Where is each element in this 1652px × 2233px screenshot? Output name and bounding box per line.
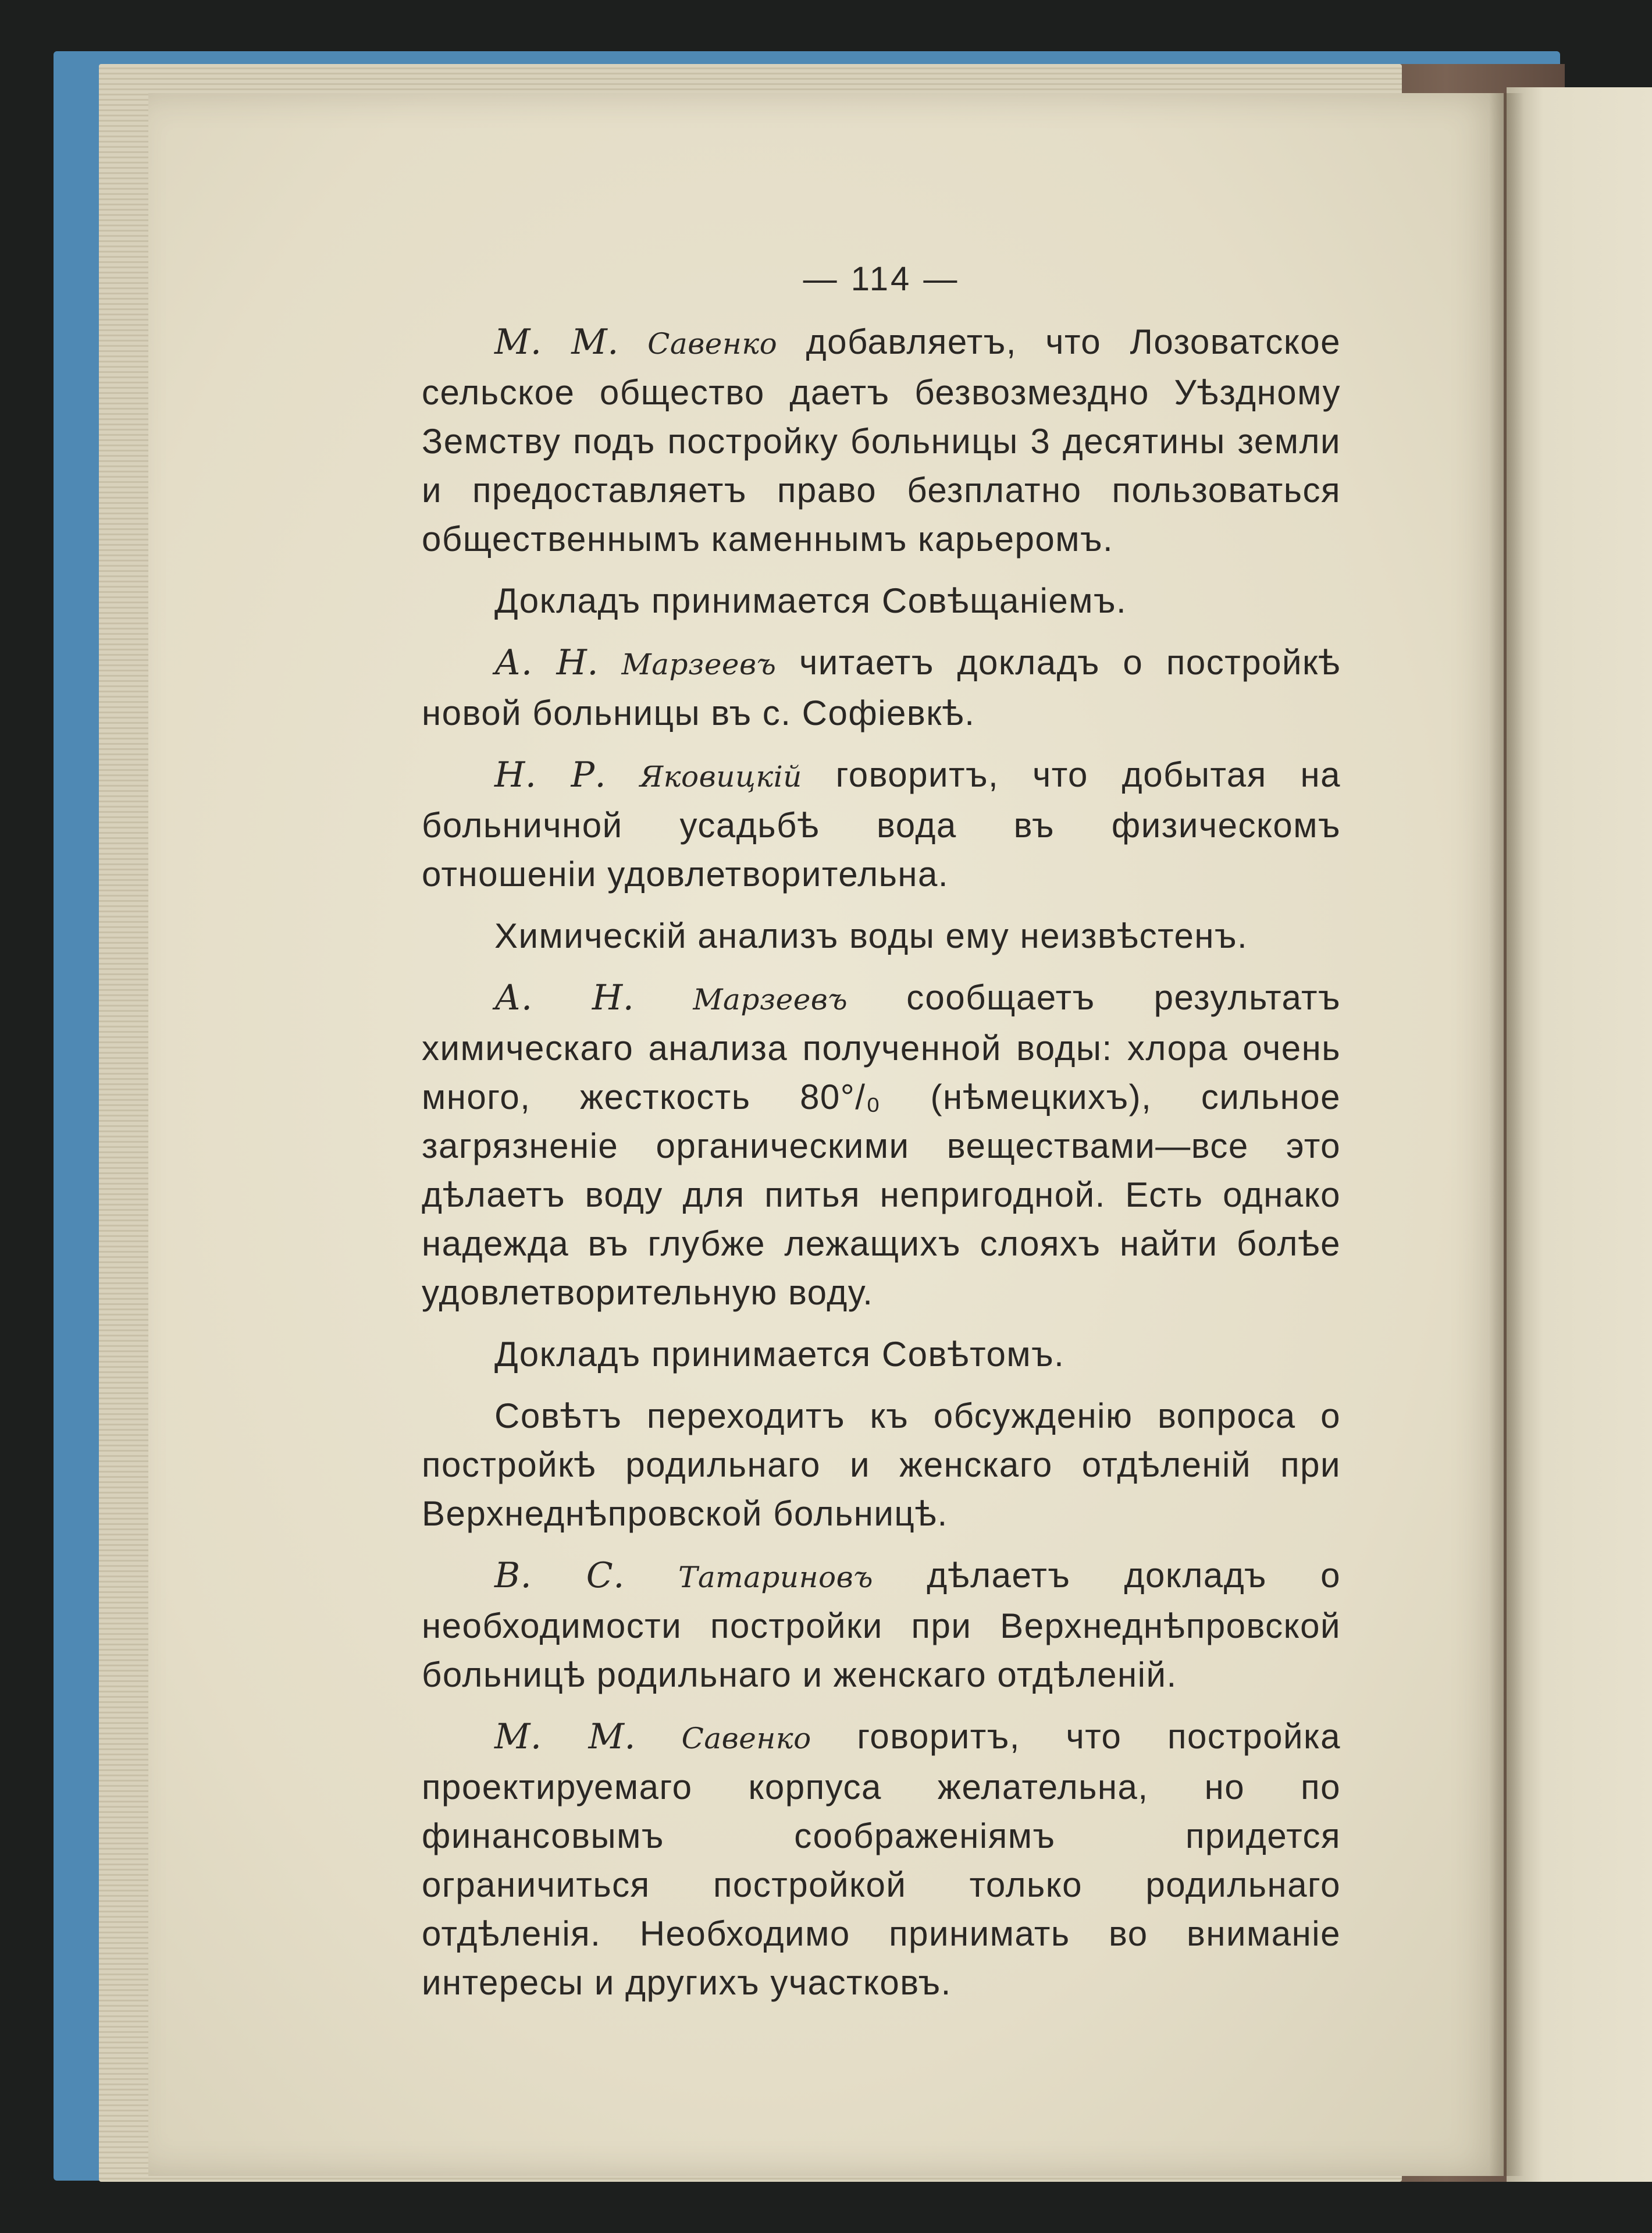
paragraph-text: говоритъ, что постройка проектируемаго корпуса желательна, но по финансовымъ соображеніямъ придется ограничиться постройкой только родильнаго отдѣленія. Необходимо принимать во вниманіе интересы и другихъ участковъ.: [422, 1717, 1341, 2002]
speaker-name: Яковицкій: [639, 760, 802, 794]
speaker-name: Савенко: [647, 327, 778, 361]
speaker-name: Татариновъ: [678, 1560, 874, 1594]
paragraph-text: читаетъ докладъ о постройкѣ новой больницы въ с. Софіевкѣ.: [422, 643, 1341, 733]
paragraph-4: [422, 751, 1341, 899]
paragraph-10: [422, 1712, 1341, 2007]
speaker-name: Марзеевъ: [693, 983, 848, 1016]
speaker-initials: М. М.: [494, 322, 619, 362]
paragraph-8: [422, 1392, 1341, 1538]
paragraph-text: Докладъ принимается Совѣщаніемъ.: [494, 581, 1127, 620]
page-number: — 114 —: [803, 260, 960, 298]
paragraph-text: говоритъ, что добытая на больничной усадьбѣ вода въ физическомъ отношеніи удовлетворительна.: [422, 755, 1341, 894]
paragraph-1: [422, 318, 1341, 564]
speaker-initials: М. М.: [494, 1716, 636, 1757]
paragraph-text: добавляетъ, что Лозоватское сельское общество даетъ безвозмездно Уѣздному Земству подъ постройку больницы 3 десятины земли и предоставляетъ право безплатно пользоваться общественнымъ каменнымъ карьеромъ.: [422, 322, 1341, 559]
right-page-edge: [1507, 87, 1652, 2182]
paragraph-text: Совѣтъ переходитъ къ обсужденію вопроса о постройкѣ родильнаго и женскаго отдѣленій при Верхнеднѣпровской больницѣ.: [422, 1396, 1341, 1533]
paragraph-text: Докладъ принимается Совѣтомъ.: [494, 1335, 1065, 1374]
speaker-initials: В. С.: [494, 1555, 625, 1596]
paragraph-7: [422, 1330, 1341, 1379]
paragraph-2: [422, 577, 1341, 625]
page-text: [422, 256, 1341, 2020]
speaker-name: Савенко: [681, 1722, 811, 1755]
speaker-initials: А. Н.: [494, 642, 599, 683]
paragraph-3: [422, 638, 1341, 738]
speaker-initials: А. Н.: [494, 977, 635, 1018]
paragraph-text: сообщаетъ результатъ химическаго анализа полученной воды: хлора очень много, жесткость 80°/₀ (нѣмецкихъ), сильное загрязненіе органическими веществами—все это дѣлаетъ воду для питья непригодной. Есть однако надежда въ глубже лежащихъ слояхъ найти болѣе удовлетворительную воду.: [422, 978, 1341, 1312]
paragraph-9: [422, 1551, 1341, 1699]
speaker-name: Марзеевъ: [621, 648, 777, 681]
speaker-initials: Н. Р.: [494, 755, 607, 795]
paragraph-text: дѣлаетъ докладъ о необходимости постройки при Верхнеднѣпровской больницѣ родильнаго и женскаго отдѣленій.: [422, 1556, 1341, 1694]
book-gutter: [1489, 93, 1524, 2176]
paragraph-5: [422, 912, 1341, 961]
paragraph-text: Химическій анализъ воды ему неизвѣстенъ.: [494, 916, 1248, 955]
paragraph-6: [422, 973, 1341, 1317]
